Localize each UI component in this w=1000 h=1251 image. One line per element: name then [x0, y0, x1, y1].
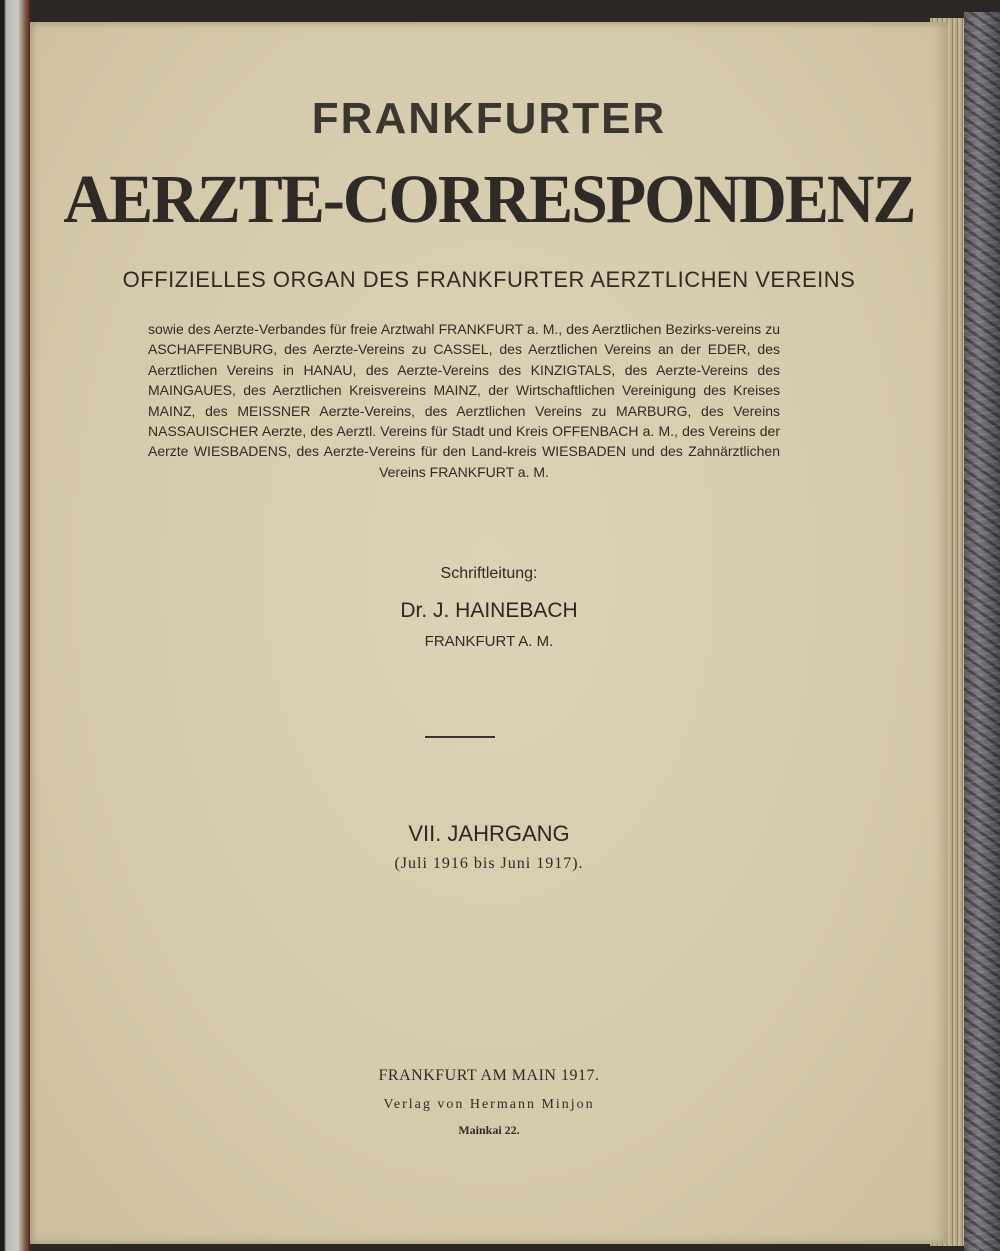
editor-city: FRANKFURT A. M. — [424, 633, 554, 650]
journal-title: AERZTE-CORRESPONDENZ — [63, 161, 915, 238]
divider-rule — [425, 736, 495, 738]
associations-paragraph: sowie des Aerzte-Verbandes für freie Arztwahl FRANKFURT a. M., des Aerztlichen Bezirks-vereins zu ASCHAFFENBURG, des Aerzte-Vereins zu CASSEL, des Aerztlichen Vereins an der EDER, des Aerztlichen Vereins in HANAU, des Aerzte-Vereins des KINZIGTALS, des Aerzte-Vereins des MAINGAUES, des Aerztlichen Kreisvereins MAINZ, der Wirtschaftlichen Vereinigung des Kreises MAINZ, des MEISSNER Aerzte-Vereins, des Aerztlichen Vereins zu MARBURG, des Vereins NASSAUISCHER Aerzte, des Aerztl. Vereins für Stadt und Kreis OFFENBACH a. M., des Vereins der Aerzte WIESBADENS, des Aerzte-Vereins für den Land-kreis WIESBADEN und des Zahnärztlichen Vereins FRANKFURT a. M. — [148, 321, 780, 480]
book-binding-right — [964, 12, 1000, 1251]
imprint-city-year: FRANKFURT AM MAIN 1917. — [378, 1067, 600, 1084]
journal-subtitle: OFFIZIELLES ORGAN DES FRANKFURTER AERZTLICHEN VEREINS — [122, 267, 856, 292]
imprint-address: Mainkai 22. — [458, 1123, 520, 1137]
book-binding-left — [0, 0, 30, 1251]
volume-title: VII. JAHRGANG — [408, 821, 570, 846]
title-page — [30, 22, 948, 1244]
editor-label: Schriftleitung: — [440, 565, 538, 582]
editor-name: Dr. J. HAINEBACH — [400, 599, 578, 622]
volume-period: (Juli 1916 bis Juni 1917). — [394, 855, 584, 872]
imprint-publisher: Verlag von Hermann Minjon — [383, 1097, 595, 1112]
masthead: FRANKFURTER — [311, 94, 667, 143]
